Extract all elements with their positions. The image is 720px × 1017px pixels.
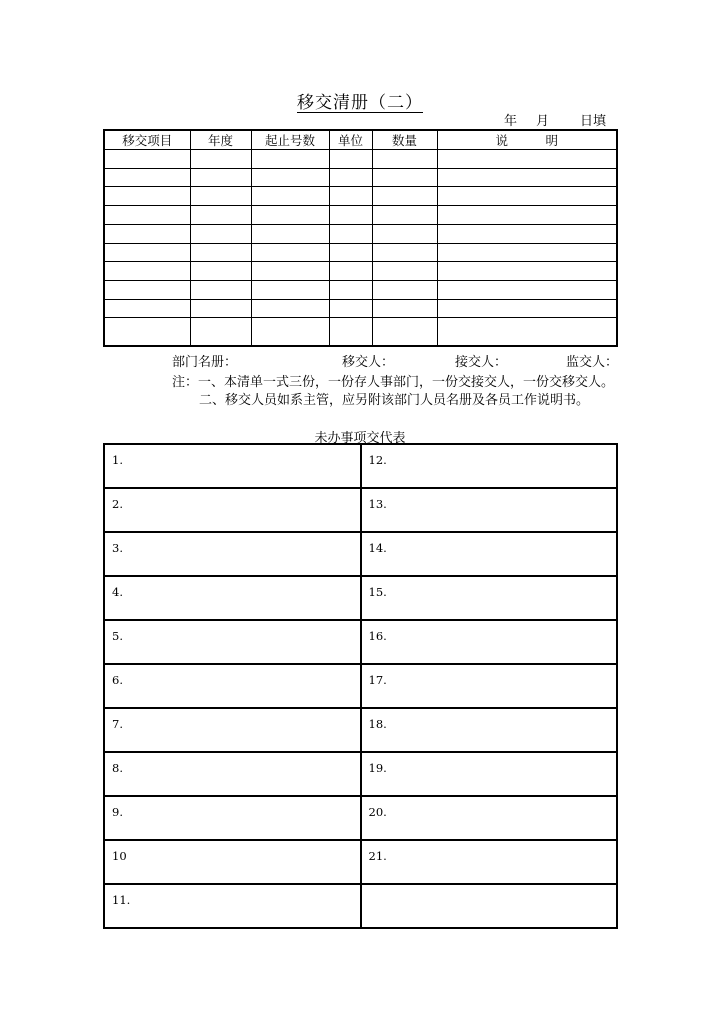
transfer-cell[interactable]	[437, 299, 617, 318]
transfer-cell[interactable]	[329, 168, 372, 187]
transfer-cell[interactable]	[372, 206, 437, 225]
pending-item-cell[interactable]: 18.	[361, 708, 618, 752]
transfer-cell[interactable]	[251, 243, 329, 262]
pending-row	[104, 796, 617, 840]
transfer-cell[interactable]	[372, 262, 437, 281]
transfer-row	[104, 262, 617, 281]
pending-row	[104, 752, 617, 796]
transfer-cell[interactable]	[190, 299, 251, 318]
pending-item-cell[interactable]: 20.	[361, 796, 618, 840]
pending-item-cell[interactable]: 12.	[361, 444, 618, 488]
transfer-row	[104, 150, 617, 169]
transfer-cell[interactable]	[437, 243, 617, 262]
transfer-cell[interactable]	[437, 280, 617, 299]
pending-item-cell[interactable]: 6.	[104, 664, 361, 708]
transfer-cell[interactable]	[251, 150, 329, 169]
transfer-cell[interactable]	[329, 262, 372, 281]
transfer-cell[interactable]	[251, 206, 329, 225]
pending-item-cell[interactable]: 7.	[104, 708, 361, 752]
pending-item-cell[interactable]: 8.	[104, 752, 361, 796]
pending-row	[104, 488, 617, 532]
transfer-header-row	[104, 130, 617, 150]
transfer-cell[interactable]	[104, 150, 190, 169]
pending-item-cell[interactable]: 11.	[104, 884, 361, 928]
transfer-cell[interactable]	[190, 187, 251, 206]
transfer-cell[interactable]	[190, 150, 251, 169]
pending-row	[104, 840, 617, 884]
transfer-cell[interactable]	[104, 262, 190, 281]
pending-item-cell[interactable]: 1.	[104, 444, 361, 488]
transfer-row	[104, 299, 617, 318]
pending-item-cell[interactable]: 19.	[361, 752, 618, 796]
transfer-cell[interactable]	[251, 224, 329, 243]
transfer-cell[interactable]	[372, 299, 437, 318]
transfer-cell[interactable]	[251, 262, 329, 281]
header-unit: 单位	[329, 130, 372, 150]
transfer-row	[104, 224, 617, 243]
transfer-cell[interactable]	[437, 318, 617, 346]
pending-item-cell[interactable]: 2.	[104, 488, 361, 532]
pending-items-table	[103, 443, 618, 929]
note-line-1: 注：一、本清单一式三份，一份存人事部门，一份交接交人，一份交移交人。	[172, 375, 615, 390]
transfer-cell[interactable]	[372, 243, 437, 262]
transfer-row	[104, 280, 617, 299]
pending-item-cell[interactable]: 17.	[361, 664, 618, 708]
pending-item-cell[interactable]: 16.	[361, 620, 618, 664]
pending-row	[104, 620, 617, 664]
pending-row	[104, 708, 617, 752]
transfer-cell[interactable]	[190, 262, 251, 281]
transfer-table	[103, 129, 618, 347]
transfer-row	[104, 187, 617, 206]
transfer-cell[interactable]	[329, 224, 372, 243]
transfer-cell[interactable]	[329, 280, 372, 299]
handover-person-label: 移交人：	[342, 355, 395, 370]
page-title: 移交清册（二）	[297, 93, 423, 113]
pending-item-cell[interactable]: 13.	[361, 488, 618, 532]
pending-item-cell[interactable]: 9.	[104, 796, 361, 840]
dept-roster-label: 部门名册：	[172, 355, 238, 370]
pending-item-cell[interactable]: 4.	[104, 576, 361, 620]
pending-row	[104, 884, 617, 928]
transfer-cell[interactable]	[437, 168, 617, 187]
header-quantity: 数量	[372, 130, 437, 150]
transfer-row	[104, 168, 617, 187]
transfer-cell[interactable]	[104, 280, 190, 299]
transfer-cell[interactable]	[329, 299, 372, 318]
transfer-cell[interactable]	[104, 299, 190, 318]
transfer-cell[interactable]	[251, 168, 329, 187]
transfer-cell[interactable]	[329, 150, 372, 169]
transfer-cell[interactable]	[104, 168, 190, 187]
transfer-cell[interactable]	[372, 280, 437, 299]
pending-row	[104, 664, 617, 708]
transfer-cell[interactable]	[437, 224, 617, 243]
transfer-cell[interactable]	[251, 299, 329, 318]
pending-item-cell[interactable]: 14.	[361, 532, 618, 576]
transfer-cell[interactable]	[104, 243, 190, 262]
transfer-cell[interactable]	[437, 262, 617, 281]
transfer-cell[interactable]	[437, 187, 617, 206]
transfer-row	[104, 206, 617, 225]
header-description: 说 明	[437, 130, 617, 150]
transfer-cell[interactable]	[372, 150, 437, 169]
header-year: 年度	[190, 130, 251, 150]
receiver-label: 接交人：	[455, 355, 508, 370]
transfer-cell[interactable]	[437, 206, 617, 225]
transfer-row	[104, 243, 617, 262]
transfer-cell[interactable]	[190, 243, 251, 262]
transfer-row	[104, 318, 617, 346]
pending-row	[104, 576, 617, 620]
pending-item-cell[interactable]: 10	[104, 840, 361, 884]
transfer-cell[interactable]	[190, 280, 251, 299]
pending-item-cell[interactable]: 5.	[104, 620, 361, 664]
header-number-range: 起止号数	[251, 130, 329, 150]
transfer-cell[interactable]	[437, 150, 617, 169]
header-item: 移交项目	[104, 130, 190, 150]
date-day-label: 日填	[580, 114, 607, 129]
pending-row	[104, 444, 617, 488]
pending-row	[104, 532, 617, 576]
pending-item-cell[interactable]: 3.	[104, 532, 361, 576]
pending-item-cell[interactable]: 15.	[361, 576, 618, 620]
transfer-cell[interactable]	[104, 224, 190, 243]
transfer-cell[interactable]	[190, 318, 251, 346]
transfer-cell[interactable]	[251, 280, 329, 299]
pending-item-cell[interactable]	[361, 884, 618, 928]
transfer-cell[interactable]	[372, 168, 437, 187]
transfer-cell[interactable]	[329, 318, 372, 346]
supervisor-label: 监交人：	[566, 355, 619, 370]
transfer-cell[interactable]	[329, 206, 372, 225]
transfer-cell[interactable]	[251, 318, 329, 346]
note-line-2: 二、移交人员如系主管，应另附该部门人员名册及各员工作说明书。	[199, 393, 590, 408]
transfer-cell[interactable]	[372, 224, 437, 243]
transfer-cell[interactable]	[190, 206, 251, 225]
transfer-cell[interactable]	[190, 168, 251, 187]
transfer-cell[interactable]	[104, 206, 190, 225]
transfer-cell[interactable]	[372, 187, 437, 206]
date-month-label: 月	[536, 114, 550, 129]
pending-item-cell[interactable]: 21.	[361, 840, 618, 884]
transfer-cell[interactable]	[104, 318, 190, 346]
date-year-label: 年	[504, 114, 518, 129]
transfer-cell[interactable]	[190, 224, 251, 243]
transfer-cell[interactable]	[329, 187, 372, 206]
transfer-cell[interactable]	[104, 187, 190, 206]
transfer-cell[interactable]	[251, 187, 329, 206]
transfer-cell[interactable]	[329, 243, 372, 262]
pending-table-title: 未办事项交代表	[314, 431, 406, 446]
transfer-cell[interactable]	[372, 318, 437, 346]
